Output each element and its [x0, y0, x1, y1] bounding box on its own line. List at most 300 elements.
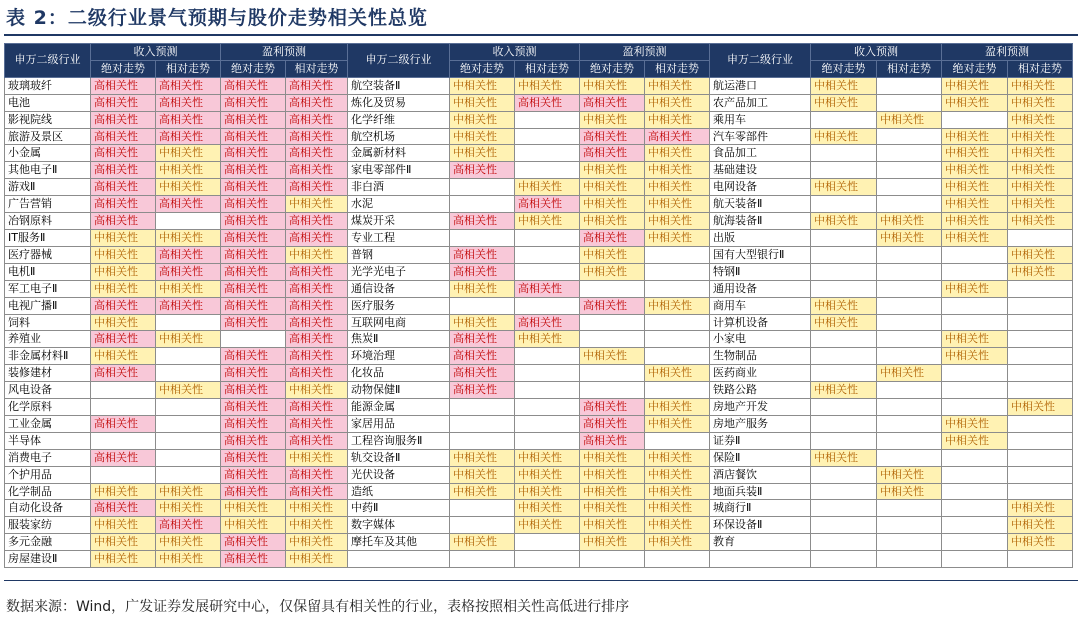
mid-correlation-cell: 中相关性: [645, 179, 710, 196]
industry-name: 动物保健Ⅱ: [348, 382, 450, 399]
empty-cell: [811, 551, 877, 568]
industry-name: 工程咨询服务Ⅱ: [348, 432, 450, 449]
mid-correlation-cell: 中相关性: [942, 179, 1008, 196]
high-correlation-cell: 高相关性: [580, 399, 645, 416]
industry-name: 工业金属: [5, 415, 91, 432]
industry-name: 消费电子: [5, 449, 91, 466]
mid-correlation-cell: 中相关性: [942, 196, 1008, 213]
mid-correlation-cell: 中相关性: [877, 229, 942, 246]
industry-name: 养殖业: [5, 331, 91, 348]
high-correlation-cell: 高相关性: [221, 399, 286, 416]
mid-correlation-cell: 中相关性: [515, 466, 580, 483]
mid-correlation-cell: 中相关性: [580, 196, 645, 213]
industry-name: 电机Ⅱ: [5, 263, 91, 280]
industry-name: 冶钢原料: [5, 213, 91, 230]
mid-correlation-cell: 中相关性: [580, 517, 645, 534]
empty-cell: [515, 229, 580, 246]
industry-name: 非白酒: [348, 179, 450, 196]
industry-name: 摩托车及其他: [348, 534, 450, 551]
empty-cell: [580, 365, 645, 382]
high-correlation-cell: 高相关性: [91, 128, 156, 145]
empty-cell: [811, 331, 877, 348]
industry-name: 计算机设备: [710, 314, 811, 331]
empty-cell: [942, 246, 1008, 263]
mid-correlation-cell: 中相关性: [942, 128, 1008, 145]
industry-name: 证券Ⅱ: [710, 432, 811, 449]
empty-cell: [811, 534, 877, 551]
industry-name: 饲料: [5, 314, 91, 331]
empty-cell: [156, 314, 221, 331]
high-correlation-cell: 高相关性: [286, 297, 348, 314]
industry-name: 非金属材料Ⅱ: [5, 348, 91, 365]
high-correlation-cell: 高相关性: [156, 263, 221, 280]
industry-name: 化妆品: [348, 365, 450, 382]
high-correlation-cell: 高相关性: [221, 483, 286, 500]
high-correlation-cell: 高相关性: [286, 179, 348, 196]
table-row: [5, 534, 1073, 551]
mid-correlation-cell: 中相关性: [450, 77, 515, 94]
mid-correlation-cell: 中相关性: [645, 483, 710, 500]
table-row: [5, 162, 1073, 179]
high-correlation-cell: 高相关性: [221, 466, 286, 483]
mid-correlation-cell: 中相关性: [91, 534, 156, 551]
mid-correlation-cell: 中相关性: [286, 500, 348, 517]
empty-cell: [156, 213, 221, 230]
industry-name: 商用车: [710, 297, 811, 314]
mid-correlation-cell: 中相关性: [221, 517, 286, 534]
empty-cell: [811, 348, 877, 365]
mid-correlation-cell: 中相关性: [450, 280, 515, 297]
industry-name: 环保设备Ⅱ: [710, 517, 811, 534]
high-correlation-cell: 高相关性: [221, 145, 286, 162]
mid-correlation-cell: 中相关性: [645, 196, 710, 213]
table-row: [5, 263, 1073, 280]
mid-correlation-cell: 中相关性: [450, 483, 515, 500]
high-correlation-cell: 高相关性: [515, 280, 580, 297]
high-correlation-cell: 高相关性: [580, 145, 645, 162]
profit-header: 盈利预测: [580, 44, 710, 61]
mid-correlation-cell: 中相关性: [1008, 111, 1073, 128]
mid-correlation-cell: 中相关性: [515, 483, 580, 500]
mid-correlation-cell: 中相关性: [286, 517, 348, 534]
mid-correlation-cell: 中相关性: [942, 213, 1008, 230]
mid-correlation-cell: 中相关性: [645, 77, 710, 94]
empty-cell: [942, 534, 1008, 551]
industry-name: 炼化及贸易: [348, 94, 450, 111]
table-row: [5, 483, 1073, 500]
industry-name: 航天装备Ⅱ: [710, 196, 811, 213]
high-correlation-cell: 高相关性: [450, 365, 515, 382]
mid-correlation-cell: 中相关性: [877, 483, 942, 500]
empty-cell: [515, 382, 580, 399]
empty-cell: [811, 466, 877, 483]
mid-correlation-cell: 中相关性: [156, 534, 221, 551]
mid-correlation-cell: 中相关性: [811, 449, 877, 466]
empty-cell: [156, 415, 221, 432]
industry-name: 半导体: [5, 432, 91, 449]
absolute-header: 绝对走势: [942, 60, 1008, 77]
mid-correlation-cell: 中相关性: [286, 196, 348, 213]
industry-name: 游戏Ⅱ: [5, 179, 91, 196]
table-row: [5, 145, 1073, 162]
mid-correlation-cell: 中相关性: [515, 517, 580, 534]
empty-cell: [811, 415, 877, 432]
empty-cell: [645, 263, 710, 280]
source-note: 数据来源：Wind，广发证券发展研究中心，仅保留具有相关性的行业，表格按照相关性高低进行排序: [6, 599, 630, 615]
empty-cell: [580, 382, 645, 399]
empty-cell: [1008, 483, 1073, 500]
mid-correlation-cell: 中相关性: [580, 534, 645, 551]
empty-cell: [515, 128, 580, 145]
high-correlation-cell: 高相关性: [286, 128, 348, 145]
high-correlation-cell: 高相关性: [286, 483, 348, 500]
high-correlation-cell: 高相关性: [156, 77, 221, 94]
empty-cell: [942, 297, 1008, 314]
high-correlation-cell: 高相关性: [221, 162, 286, 179]
high-correlation-cell: 高相关性: [286, 466, 348, 483]
empty-cell: [811, 111, 877, 128]
mid-correlation-cell: 中相关性: [156, 331, 221, 348]
relative-header: 相对走势: [645, 60, 710, 77]
empty-cell: [450, 179, 515, 196]
mid-correlation-cell: 中相关性: [580, 500, 645, 517]
industry-name: 房屋建设Ⅱ: [5, 551, 91, 568]
empty-cell: [515, 145, 580, 162]
high-correlation-cell: 高相关性: [156, 94, 221, 111]
table-row: [5, 229, 1073, 246]
mid-correlation-cell: 中相关性: [811, 77, 877, 94]
empty-cell: [645, 331, 710, 348]
high-correlation-cell: 高相关性: [286, 399, 348, 416]
empty-cell: [942, 466, 1008, 483]
high-correlation-cell: 高相关性: [221, 179, 286, 196]
empty-cell: [580, 314, 645, 331]
table-row: [5, 213, 1073, 230]
mid-correlation-cell: 中相关性: [580, 483, 645, 500]
industry-name: 水泥: [348, 196, 450, 213]
industry-name: 环境治理: [348, 348, 450, 365]
mid-correlation-cell: 中相关性: [515, 500, 580, 517]
industry-name: 电视广播Ⅱ: [5, 297, 91, 314]
industry-name: 教育: [710, 534, 811, 551]
high-correlation-cell: 高相关性: [286, 415, 348, 432]
high-correlation-cell: 高相关性: [221, 280, 286, 297]
empty-cell: [450, 229, 515, 246]
high-correlation-cell: 高相关性: [580, 229, 645, 246]
table-row: [5, 551, 1073, 568]
high-correlation-cell: 高相关性: [221, 111, 286, 128]
mid-correlation-cell: 中相关性: [1008, 162, 1073, 179]
table-row: [5, 246, 1073, 263]
table-body: [5, 77, 1073, 567]
empty-cell: [515, 246, 580, 263]
empty-cell: [580, 331, 645, 348]
industry-name: 化学纤维: [348, 111, 450, 128]
empty-cell: [515, 432, 580, 449]
high-correlation-cell: 高相关性: [286, 162, 348, 179]
industry-name: 化学制品: [5, 483, 91, 500]
absolute-header: 绝对走势: [221, 60, 286, 77]
mid-correlation-cell: 中相关性: [645, 534, 710, 551]
mid-correlation-cell: 中相关性: [942, 331, 1008, 348]
mid-correlation-cell: 中相关性: [811, 128, 877, 145]
absolute-header: 绝对走势: [580, 60, 645, 77]
mid-correlation-cell: 中相关性: [450, 145, 515, 162]
empty-cell: [580, 551, 645, 568]
high-correlation-cell: 高相关性: [221, 314, 286, 331]
high-correlation-cell: 高相关性: [450, 382, 515, 399]
table-row: [5, 94, 1073, 111]
empty-cell: [877, 331, 942, 348]
empty-cell: [515, 551, 580, 568]
correlation-table: [4, 43, 1073, 568]
mid-correlation-cell: 中相关性: [942, 348, 1008, 365]
high-correlation-cell: 高相关性: [91, 145, 156, 162]
mid-correlation-cell: 中相关性: [156, 551, 221, 568]
empty-cell: [811, 246, 877, 263]
mid-correlation-cell: 中相关性: [942, 145, 1008, 162]
mid-correlation-cell: 中相关性: [156, 162, 221, 179]
industry-name: 小家电: [710, 331, 811, 348]
relative-header: 相对走势: [156, 60, 221, 77]
empty-cell: [811, 263, 877, 280]
high-correlation-cell: 高相关性: [221, 551, 286, 568]
table-row: [5, 382, 1073, 399]
high-correlation-cell: 高相关性: [286, 77, 348, 94]
mid-correlation-cell: 中相关性: [1008, 196, 1073, 213]
mid-correlation-cell: 中相关性: [580, 111, 645, 128]
industry-name: 光学光电子: [348, 263, 450, 280]
industry-header: 申万二级行业: [5, 44, 91, 78]
industry-name: 数字媒体: [348, 517, 450, 534]
empty-cell: [877, 263, 942, 280]
mid-correlation-cell: 中相关性: [91, 517, 156, 534]
mid-correlation-cell: 中相关性: [580, 449, 645, 466]
empty-cell: [877, 179, 942, 196]
relative-header: 相对走势: [877, 60, 942, 77]
industry-name: 基础建设: [710, 162, 811, 179]
mid-correlation-cell: 中相关性: [156, 179, 221, 196]
industry-name: 造纸: [348, 483, 450, 500]
empty-cell: [580, 280, 645, 297]
profit-header: 盈利预测: [942, 44, 1073, 61]
empty-cell: [877, 415, 942, 432]
mid-correlation-cell: 中相关性: [450, 314, 515, 331]
empty-cell: [450, 297, 515, 314]
mid-correlation-cell: 中相关性: [645, 162, 710, 179]
empty-cell: [450, 415, 515, 432]
empty-cell: [877, 449, 942, 466]
relative-header: 相对走势: [515, 60, 580, 77]
table-row: [5, 280, 1073, 297]
industry-name: 酒店餐饮: [710, 466, 811, 483]
empty-cell: [156, 449, 221, 466]
empty-cell: [645, 382, 710, 399]
empty-cell: [877, 94, 942, 111]
industry-name: 医疗服务: [348, 297, 450, 314]
industry-name: 服装家纺: [5, 517, 91, 534]
industry-name: 国有大型银行Ⅱ: [710, 246, 811, 263]
industry-name: 金属新材料: [348, 145, 450, 162]
mid-correlation-cell: 中相关性: [515, 179, 580, 196]
empty-cell: [1008, 314, 1073, 331]
table-row: [5, 348, 1073, 365]
high-correlation-cell: 高相关性: [450, 331, 515, 348]
absolute-header: 绝对走势: [450, 60, 515, 77]
mid-correlation-cell: 中相关性: [1008, 179, 1073, 196]
empty-cell: [942, 399, 1008, 416]
high-correlation-cell: 高相关性: [156, 517, 221, 534]
industry-name: 航空机场: [348, 128, 450, 145]
empty-cell: [877, 314, 942, 331]
mid-correlation-cell: 中相关性: [156, 280, 221, 297]
mid-correlation-cell: 中相关性: [645, 415, 710, 432]
mid-correlation-cell: 中相关性: [91, 483, 156, 500]
high-correlation-cell: 高相关性: [221, 365, 286, 382]
mid-correlation-cell: 中相关性: [942, 280, 1008, 297]
mid-correlation-cell: 中相关性: [1008, 94, 1073, 111]
absolute-header: 绝对走势: [91, 60, 156, 77]
industry-name: 风电设备: [5, 382, 91, 399]
industry-name: 航海装备Ⅱ: [710, 213, 811, 230]
table-row: [5, 196, 1073, 213]
empty-cell: [156, 466, 221, 483]
empty-cell: [942, 365, 1008, 382]
industry-name: 保险Ⅱ: [710, 449, 811, 466]
absolute-header: 绝对走势: [811, 60, 877, 77]
empty-cell: [877, 517, 942, 534]
high-correlation-cell: 高相关性: [221, 415, 286, 432]
mid-correlation-cell: 中相关性: [450, 466, 515, 483]
high-correlation-cell: 高相关性: [221, 297, 286, 314]
high-correlation-cell: 高相关性: [286, 365, 348, 382]
empty-cell: [877, 196, 942, 213]
high-correlation-cell: 高相关性: [91, 500, 156, 517]
mid-correlation-cell: 中相关性: [1008, 145, 1073, 162]
industry-name: 装修建材: [5, 365, 91, 382]
mid-correlation-cell: 中相关性: [811, 94, 877, 111]
empty-cell: [1008, 432, 1073, 449]
industry-name: 轨交设备Ⅱ: [348, 449, 450, 466]
empty-cell: [811, 145, 877, 162]
empty-cell: [877, 551, 942, 568]
empty-cell: [156, 399, 221, 416]
industry-name: 焦炭Ⅱ: [348, 331, 450, 348]
mid-correlation-cell: 中相关性: [156, 483, 221, 500]
empty-cell: [91, 432, 156, 449]
high-correlation-cell: 高相关性: [91, 213, 156, 230]
industry-name: 房地产开发: [710, 399, 811, 416]
mid-correlation-cell: 中相关性: [91, 314, 156, 331]
high-correlation-cell: 高相关性: [91, 196, 156, 213]
mid-correlation-cell: 中相关性: [580, 162, 645, 179]
table-row: [5, 466, 1073, 483]
high-correlation-cell: 高相关性: [580, 415, 645, 432]
empty-cell: [877, 399, 942, 416]
industry-name: 旅游及景区: [5, 128, 91, 145]
empty-cell: [877, 500, 942, 517]
industry-name: 汽车零部件: [710, 128, 811, 145]
industry-name: [710, 551, 811, 568]
high-correlation-cell: 高相关性: [286, 145, 348, 162]
empty-cell: [515, 365, 580, 382]
industry-name: 军工电子Ⅱ: [5, 280, 91, 297]
empty-cell: [811, 196, 877, 213]
title-divider: [4, 34, 1078, 36]
industry-name: 玻璃玻纤: [5, 77, 91, 94]
empty-cell: [877, 128, 942, 145]
table-row: [5, 449, 1073, 466]
empty-cell: [942, 263, 1008, 280]
empty-cell: [450, 517, 515, 534]
mid-correlation-cell: 中相关性: [580, 263, 645, 280]
empty-cell: [450, 399, 515, 416]
mid-correlation-cell: 中相关性: [286, 449, 348, 466]
mid-correlation-cell: 中相关性: [1008, 517, 1073, 534]
empty-cell: [515, 162, 580, 179]
mid-correlation-cell: 中相关性: [645, 399, 710, 416]
high-correlation-cell: 高相关性: [156, 111, 221, 128]
high-correlation-cell: 高相关性: [286, 229, 348, 246]
empty-cell: [811, 500, 877, 517]
empty-cell: [942, 483, 1008, 500]
mid-correlation-cell: 中相关性: [645, 111, 710, 128]
mid-correlation-cell: 中相关性: [811, 382, 877, 399]
high-correlation-cell: 高相关性: [580, 94, 645, 111]
high-correlation-cell: 高相关性: [221, 432, 286, 449]
empty-cell: [942, 500, 1008, 517]
empty-cell: [942, 517, 1008, 534]
mid-correlation-cell: 中相关性: [515, 77, 580, 94]
high-correlation-cell: 高相关性: [580, 297, 645, 314]
mid-correlation-cell: 中相关性: [645, 145, 710, 162]
empty-cell: [1008, 382, 1073, 399]
industry-name: 个护用品: [5, 466, 91, 483]
high-correlation-cell: 高相关性: [91, 77, 156, 94]
table-row: [5, 500, 1073, 517]
mid-correlation-cell: 中相关性: [580, 77, 645, 94]
empty-cell: [156, 365, 221, 382]
mid-correlation-cell: 中相关性: [942, 415, 1008, 432]
industry-name: 航空装备Ⅱ: [348, 77, 450, 94]
industry-name: [348, 551, 450, 568]
high-correlation-cell: 高相关性: [286, 213, 348, 230]
empty-cell: [1008, 415, 1073, 432]
mid-correlation-cell: 中相关性: [645, 229, 710, 246]
high-correlation-cell: 高相关性: [286, 263, 348, 280]
empty-cell: [942, 111, 1008, 128]
relative-header: 相对走势: [1008, 60, 1073, 77]
mid-correlation-cell: 中相关性: [286, 382, 348, 399]
mid-correlation-cell: 中相关性: [811, 179, 877, 196]
industry-name: 铁路公路: [710, 382, 811, 399]
mid-correlation-cell: 中相关性: [942, 94, 1008, 111]
industry-name: 电网设备: [710, 179, 811, 196]
mid-correlation-cell: 中相关性: [450, 534, 515, 551]
table-row: [5, 111, 1073, 128]
empty-cell: [450, 551, 515, 568]
table-row: [5, 517, 1073, 534]
industry-name: 光伏设备: [348, 466, 450, 483]
industry-name: 航运港口: [710, 77, 811, 94]
high-correlation-cell: 高相关性: [515, 94, 580, 111]
high-correlation-cell: 高相关性: [91, 111, 156, 128]
mid-correlation-cell: 中相关性: [450, 111, 515, 128]
high-correlation-cell: 高相关性: [91, 94, 156, 111]
empty-cell: [942, 449, 1008, 466]
mid-correlation-cell: 中相关性: [1008, 399, 1073, 416]
industry-name: 地面兵装Ⅱ: [710, 483, 811, 500]
